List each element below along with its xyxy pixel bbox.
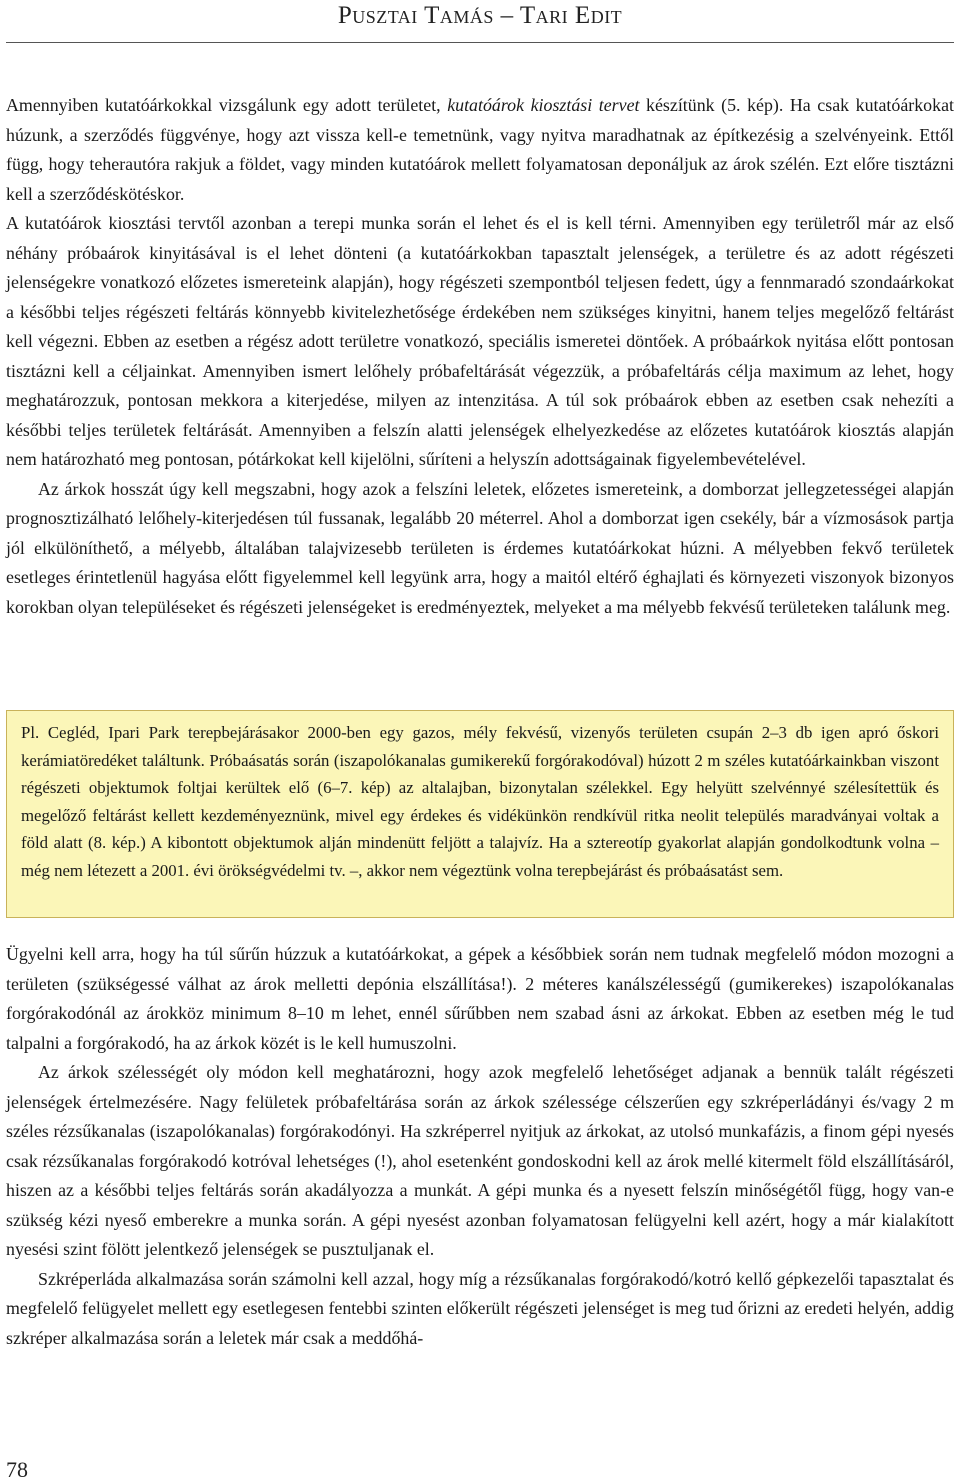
- running-head: Pusztai Tamás – Tari Edit: [337, 2, 623, 29]
- paragraph-1-lead: Amennyiben kutatóárkokkal vizsgálunk egy adott területet,: [6, 95, 448, 115]
- example-text: Pl. Cegléd, Ipari Park terepbejárásakor 2000-ben egy gazos, mély fekvésű, vizenyős területen csupán 2–3 db igen apró őskori kerámiatöredéket találtunk. Próbaásatás során (iszapolókanalas gumikerekű forgórakodóval) húzott 2 m széles kutatóárkainkban viszont régészeti objektumok foltjai kerültek elő (6–7. kép) az altalajban, bizonytalan szélekkel. Egy helyütt szelvénnyé szélesítettük és megelőző feltárást kellett kezdeményeznünk, mivel egy érdekes és vidékünkön rendkívül ritka neolit település maradványai voltak a föld alatt (8. kép.) A kibontott objektumok alján mindenütt feljött a talajvíz. Ha a sztereotíp gyakorlat alapján gondolkodtunk volna – még nem létezett a 2001. évi örökségvédelmi tv. –, akkor nem végeztünk volna terepbejárást és próbaásatást sem.: [21, 723, 939, 880]
- paragraph-1: [6, 91, 954, 209]
- paragraph-2: A kutatóárok kiosztási tervtől azonban a terepi munka során el lehet és el is kell térni. Amennyiben egy területről már az első néhány próbaárok kinyitásával is el lehet dönteni (a kutatóárkokban tapasztalt jelenségek, a területre és az adott régészeti jelenségekre vonatkozó előzetes ismereteink alapján), hogy régészeti szempontból teljesen fedett, úgy a fennmaradó szondaárkokat a későbbi teljes régészeti feltárás könnyebb kivitelezhetősége érdekében nem szükséges kinyitni, hanem teljes megelőző feltárást kell végezni. Ebben az esetben a régész adott területre vonatkozó, speciális ismeretei döntőek. A próbaárkok nyitása előtt pontosan tisztázni kell a céljainkat. Amennyiben ismert lelőhely próbafeltárását végezzük, a próbafeltárás célja maximum az lehet, hogy meghatározzuk, pontosan mekkora a kiterjedése, milyen az intenzitása. A túl sok próbaárok ebben az esetben csak nehezíti a későbbi teljes területek feltárását. Amennyiben a felszín alatti jelenségek elhelyezkedése az előzetes kutatóárok kiosztás alapján nem határozható meg pontosan, pótárkokat kell kijelölni, sűríteni a helyszín adottságainak figyelembevételével.: [6, 213, 954, 469]
- paragraph-6: Szkréperláda alkalmazása során számolni kell azzal, hogy míg a rézsűkanalas forgórakodó/kotró kellő gépkezelői tapasztalat és megfelelő felügyelet mellett egy esetlegesen fentebbi szinten előkerült régészeti jelenséget is meg tud őrizni az eredeti helyén, addig szkréper alkalmazása során a leletek már csak a meddőhá-: [6, 1268, 954, 1348]
- header-rule: [6, 42, 954, 43]
- paragraph-4: Ügyelni kell arra, hogy ha túl sűrűn húzzuk a kutatóárkokat, a gépek a későbbiek során nem tudnak megfelelő módon mozogni a területen (szükségessé válhat az árok melletti depónia elszállítása!). 2 méteres kanálszélességű (gumikerekes) iszapolókanalas forgórakodónál az árokköz minimum 8–10 m lehet, ennél sűrűbben nem szabad ásni az árkokat. Ebben az esetben még le tud talpalni a forgórakodó, ha az árkok közét is le kell humuszolni.: [6, 944, 954, 1053]
- term-kutatoarok-kiosztasi-terv: kutatóárok kiosztási tervet: [447, 95, 640, 115]
- paragraph-1-rest: készítünk (5. kép). Ha csak kutatóárkokat húzunk, a szerződés függvénye, hogy azt vissza kell-e temetnünk, vagy nyitva maradhatnak az építkezésig a szelvényeink. Ettől függ, hogy teherautóra rakjuk a földet, vagy minden kutatóárok mellett folyamatosan deponáljuk az árok szélén. Ezt előre tisztázni kell a szerződéskötéskor.: [6, 95, 954, 204]
- body-text-section-2: [6, 940, 954, 1353]
- paragraph-5: Az árkok szélességét oly módon kell meghatározni, hogy azok megfelelő lehetőséget adjanak a bennük talált régészeti jelenségek értelmezésére. Nagy felületek próbafeltárása során az árkok szélessége célszerűen egy szkréperládányi és/vagy 2 m széles rézsűkanalas (iszapolókanalas) forgórakodónyi. Ha szkréperrel nyitjuk az árkokat, az utolsó munkafázis, a finom gépi nyesés csak rézsűkanalas forgórakodó kotróval lehetséges (!), ahol esetenként gondoskodni kell az árok mellé kitermelt föld elszállításáról, hiszen az a későbbi teljes feltárás során akadályozza a munkát. A gépi munka és a nyesett felszín minőségétől függ, hogy van-e szükség kézi nyeső emberekre a munka során. A gépi nyesést azonban folyamatosan felügyelni kell azért, hogy a már kialakított nyesési szint fölött jelentkező jelenségek se pusztuljanak el.: [6, 1062, 954, 1259]
- paragraph-3: Az árkok hosszát úgy kell megszabni, hogy azok a felszíni leletek, előzetes ismereteink, a domborzat jellegzetességei alapján prognosztizálható lelőhely-kiterjedésen túl fussanak, legalább 20 méterrel. Ahol a domborzat igen csekély, bár a vízmosások partja jól elkülöníthető, a mélyebb, általában talajvizesebb területen is érdemes kutatóárkokat húzni. A mélyebben fekvő területek esetleges érintetlenül hagyása előtt figyelemmel kell legyünk arra, hogy a maitól eltérő éghajlati és környezeti viszonyok bizonyos korokban olyan településeket és régészeti jelenségeket is eredményeztek, melyeket a ma mélyebb fekvésű területeken találunk meg.: [6, 478, 954, 617]
- body-text-section-1: [6, 91, 954, 622]
- page-number: 78: [6, 1457, 28, 1482]
- example-callout-box: [6, 710, 954, 918]
